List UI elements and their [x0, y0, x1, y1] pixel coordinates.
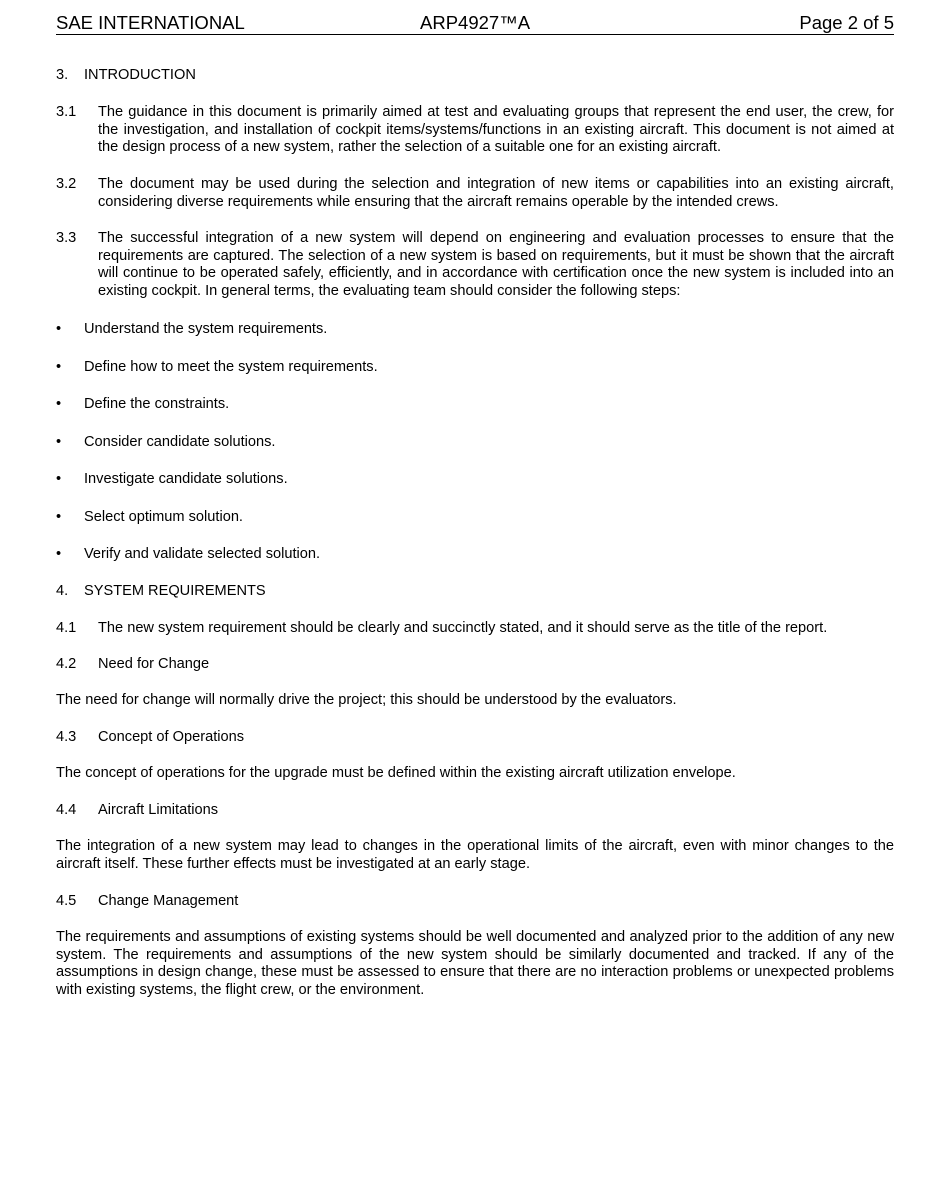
- bullet-icon: •: [56, 471, 62, 487]
- paragraph-text: The requirements and assumptions of existing systems should be well documented and analyzed prior to the addition of any new system. The requirements and assumptions of the new system should be similarly documented and tracked. If any of the assumptions in design change, these must be assessed to ensure that there are no interaction problems or unexpected problems with existing systems, the flight crew, or the environment.: [56, 929, 894, 998]
- running-header: [56, 12, 894, 35]
- bullet-icon: •: [56, 509, 62, 525]
- list-item: [56, 396, 894, 414]
- subsection-number: 3.3: [56, 230, 77, 246]
- section-number: 3.: [56, 67, 69, 83]
- header-organization: SAE INTERNATIONAL: [56, 12, 245, 33]
- list-item-text: Consider candidate solutions.: [84, 434, 276, 450]
- subsection-heading: [56, 656, 894, 674]
- subsection-paragraph: [56, 620, 894, 638]
- subsection-number: 4.4: [56, 802, 77, 818]
- list-item-text: Understand the system requirements.: [84, 321, 328, 337]
- list-item: [56, 471, 894, 489]
- list-item-text: Define the constraints.: [84, 396, 230, 412]
- subsection-heading: [56, 893, 894, 911]
- list-item: [56, 359, 894, 377]
- document-page: [56, 0, 894, 1199]
- paragraph-text: The need for change will normally drive the project; this should be understood by the evaluators.: [56, 692, 677, 708]
- subsection-number: 4.2: [56, 656, 77, 672]
- header-page-number: Page 2 of 5: [799, 12, 894, 33]
- bullet-icon: •: [56, 359, 62, 375]
- subsection-text: The guidance in this document is primarily aimed at test and evaluating groups that represent the end user, the crew, for the investigation, and installation of cockpit items/systems/functions in an existing aircraft. This document is not aimed at the design process of a new system, rather the selection of a suitable one for an existing aircraft.: [98, 104, 894, 156]
- subsection-text: The document may be used during the selection and integration of new items or capabilities into an existing aircraft, considering diverse requirements while ensuring that the aircraft remains operable by the intended crews.: [98, 176, 894, 210]
- list-item-text: Verify and validate selected solution.: [84, 546, 321, 562]
- subsection-number: 3.1: [56, 104, 77, 120]
- subsection-number: 3.2: [56, 176, 77, 192]
- subsection-paragraph: [56, 104, 894, 158]
- subsection-title: Change Management: [98, 893, 239, 909]
- subsection-text: The successful integration of a new system will depend on engineering and evaluation processes to ensure that the requirements are captured. The selection of a new system is based on requirements, but it must be shown that the aircraft will continue to be operated safely, efficiently, and in accordance with certification once the new system is included into an existing cockpit. In general terms, the evaluating team should consider the following steps:: [98, 230, 894, 299]
- list-item-text: Select optimum solution.: [84, 509, 243, 525]
- paragraph-text: The concept of operations for the upgrade must be defined within the existing aircraft utilization envelope.: [56, 765, 736, 781]
- body-paragraph: [56, 692, 894, 710]
- subsection-heading: [56, 802, 894, 820]
- subsection-number: 4.3: [56, 729, 77, 745]
- section-heading: [56, 583, 894, 601]
- list-item-text: Investigate candidate solutions.: [84, 471, 288, 487]
- section-heading: [56, 67, 894, 85]
- bullet-icon: •: [56, 546, 62, 562]
- section-title: INTRODUCTION: [84, 67, 196, 83]
- body-paragraph: [56, 765, 894, 783]
- section-number: 4.: [56, 583, 69, 599]
- bullet-icon: •: [56, 396, 62, 412]
- list-item: [56, 546, 894, 564]
- section-title: SYSTEM REQUIREMENTS: [84, 583, 266, 599]
- list-item: [56, 321, 894, 339]
- list-item: [56, 434, 894, 452]
- subsection-paragraph: [56, 176, 894, 212]
- subsection-title: Need for Change: [98, 656, 210, 672]
- subsection-heading: [56, 729, 894, 747]
- bullet-icon: •: [56, 321, 62, 337]
- subsection-number: 4.5: [56, 893, 77, 909]
- body-paragraph: [56, 838, 894, 874]
- header-document-number: ARP4927™A: [420, 12, 531, 33]
- subsection-title: Concept of Operations: [98, 729, 245, 745]
- subsection-text: The new system requirement should be clearly and succinctly stated, and it should serve as the title of the report.: [98, 620, 828, 636]
- list-item-text: Define how to meet the system requirements.: [84, 359, 378, 375]
- body-paragraph: [56, 929, 894, 1001]
- bullet-icon: •: [56, 434, 62, 450]
- paragraph-text: The integration of a new system may lead to changes in the operational limits of the aircraft, even with minor changes to the aircraft itself. These further effects must be investigated at an early stage.: [56, 838, 894, 872]
- subsection-title: Aircraft Limitations: [98, 802, 219, 818]
- list-item: [56, 509, 894, 527]
- subsection-number: 4.1: [56, 620, 77, 636]
- subsection-paragraph: [56, 230, 894, 302]
